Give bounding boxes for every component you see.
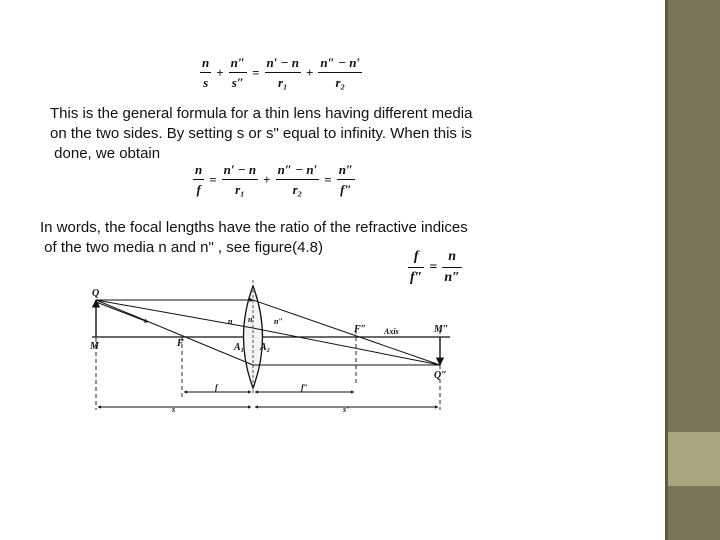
- thin-lens: [244, 280, 263, 394]
- text-line: In words, the focal lengths have the ratio of the refractive indices: [40, 219, 468, 236]
- focal-length-formula: [193, 163, 355, 196]
- label-f-dprime: f″: [301, 383, 309, 392]
- equals-sign: =: [324, 171, 332, 187]
- label-n: n: [228, 317, 233, 326]
- denominator: r₁: [235, 182, 245, 197]
- equals-sign: =: [429, 259, 438, 275]
- label-M: M: [90, 341, 99, 352]
- denominator: s: [203, 75, 209, 90]
- numerator: n′ − n: [265, 56, 302, 73]
- label-F-dprime: F″: [354, 324, 367, 335]
- numerator: n: [193, 163, 204, 180]
- explanation-paragraph-1: [50, 104, 472, 164]
- label-A1: A₁: [234, 342, 245, 353]
- fraction-n2-over-s2: [229, 56, 247, 89]
- denominator: f″: [340, 182, 352, 197]
- text-line: on the two sides. By setting s or s" equal to infinity. When this is: [50, 125, 472, 142]
- diagram-labels: [89, 288, 448, 414]
- plus-sign: +: [216, 64, 224, 80]
- numerator: n″ − n′: [318, 56, 362, 73]
- fraction-n-over-f: [193, 163, 204, 196]
- numerator: n: [442, 250, 462, 268]
- fraction-over-r1: [222, 163, 259, 196]
- text-line: done, we obtain: [50, 145, 161, 162]
- text-line: This is the general formula for a thin lens having different media: [50, 105, 473, 122]
- dimension-lines: [98, 392, 438, 407]
- equals-sign: =: [209, 171, 217, 187]
- denominator: f″: [410, 270, 423, 285]
- numerator: f: [408, 250, 424, 268]
- numerator: n″ − n′: [276, 163, 320, 180]
- numerator: n′ − n: [222, 163, 259, 180]
- explanation-paragraph-2: [40, 218, 468, 258]
- label-f: f: [215, 383, 218, 392]
- plus-sign: +: [306, 64, 314, 80]
- fraction-n2-over-f2: [337, 163, 355, 196]
- denominator: s″: [231, 75, 244, 90]
- denominator: r₂: [335, 75, 346, 90]
- fraction-over-r2: [276, 163, 320, 196]
- label-n-dprime: n″: [274, 317, 283, 326]
- plus-sign: +: [263, 171, 271, 187]
- label-s: s: [172, 405, 176, 414]
- numerator: n″: [337, 163, 355, 180]
- thin-lens-ray-diagram: [88, 280, 458, 420]
- denominator: r₂: [292, 182, 303, 197]
- text-line: of the two media n and n" , see figure(4.8): [40, 239, 323, 256]
- fraction-n-over-s: [200, 56, 211, 89]
- label-Q: Q: [92, 288, 100, 299]
- sidebar-accent-block: [668, 432, 720, 486]
- denominator: n″: [444, 270, 460, 285]
- label-M-dprime: M″: [434, 324, 449, 335]
- label-n-prime: n′: [248, 315, 255, 324]
- label-F: F: [177, 338, 184, 349]
- denominator: f: [196, 182, 201, 197]
- label-s-dprime: s″: [343, 405, 351, 414]
- label-Q-dprime: Q″: [434, 370, 447, 381]
- label-axis: Axis: [384, 327, 399, 336]
- fraction-over-r1: [265, 56, 302, 89]
- numerator: n: [200, 56, 211, 73]
- general-lens-formula: [200, 56, 362, 89]
- denominator: r₁: [277, 75, 288, 90]
- fraction-over-r2: [318, 56, 362, 89]
- label-A2: A₂: [260, 342, 271, 353]
- equals-sign: =: [252, 64, 260, 80]
- numerator: n″: [229, 56, 247, 73]
